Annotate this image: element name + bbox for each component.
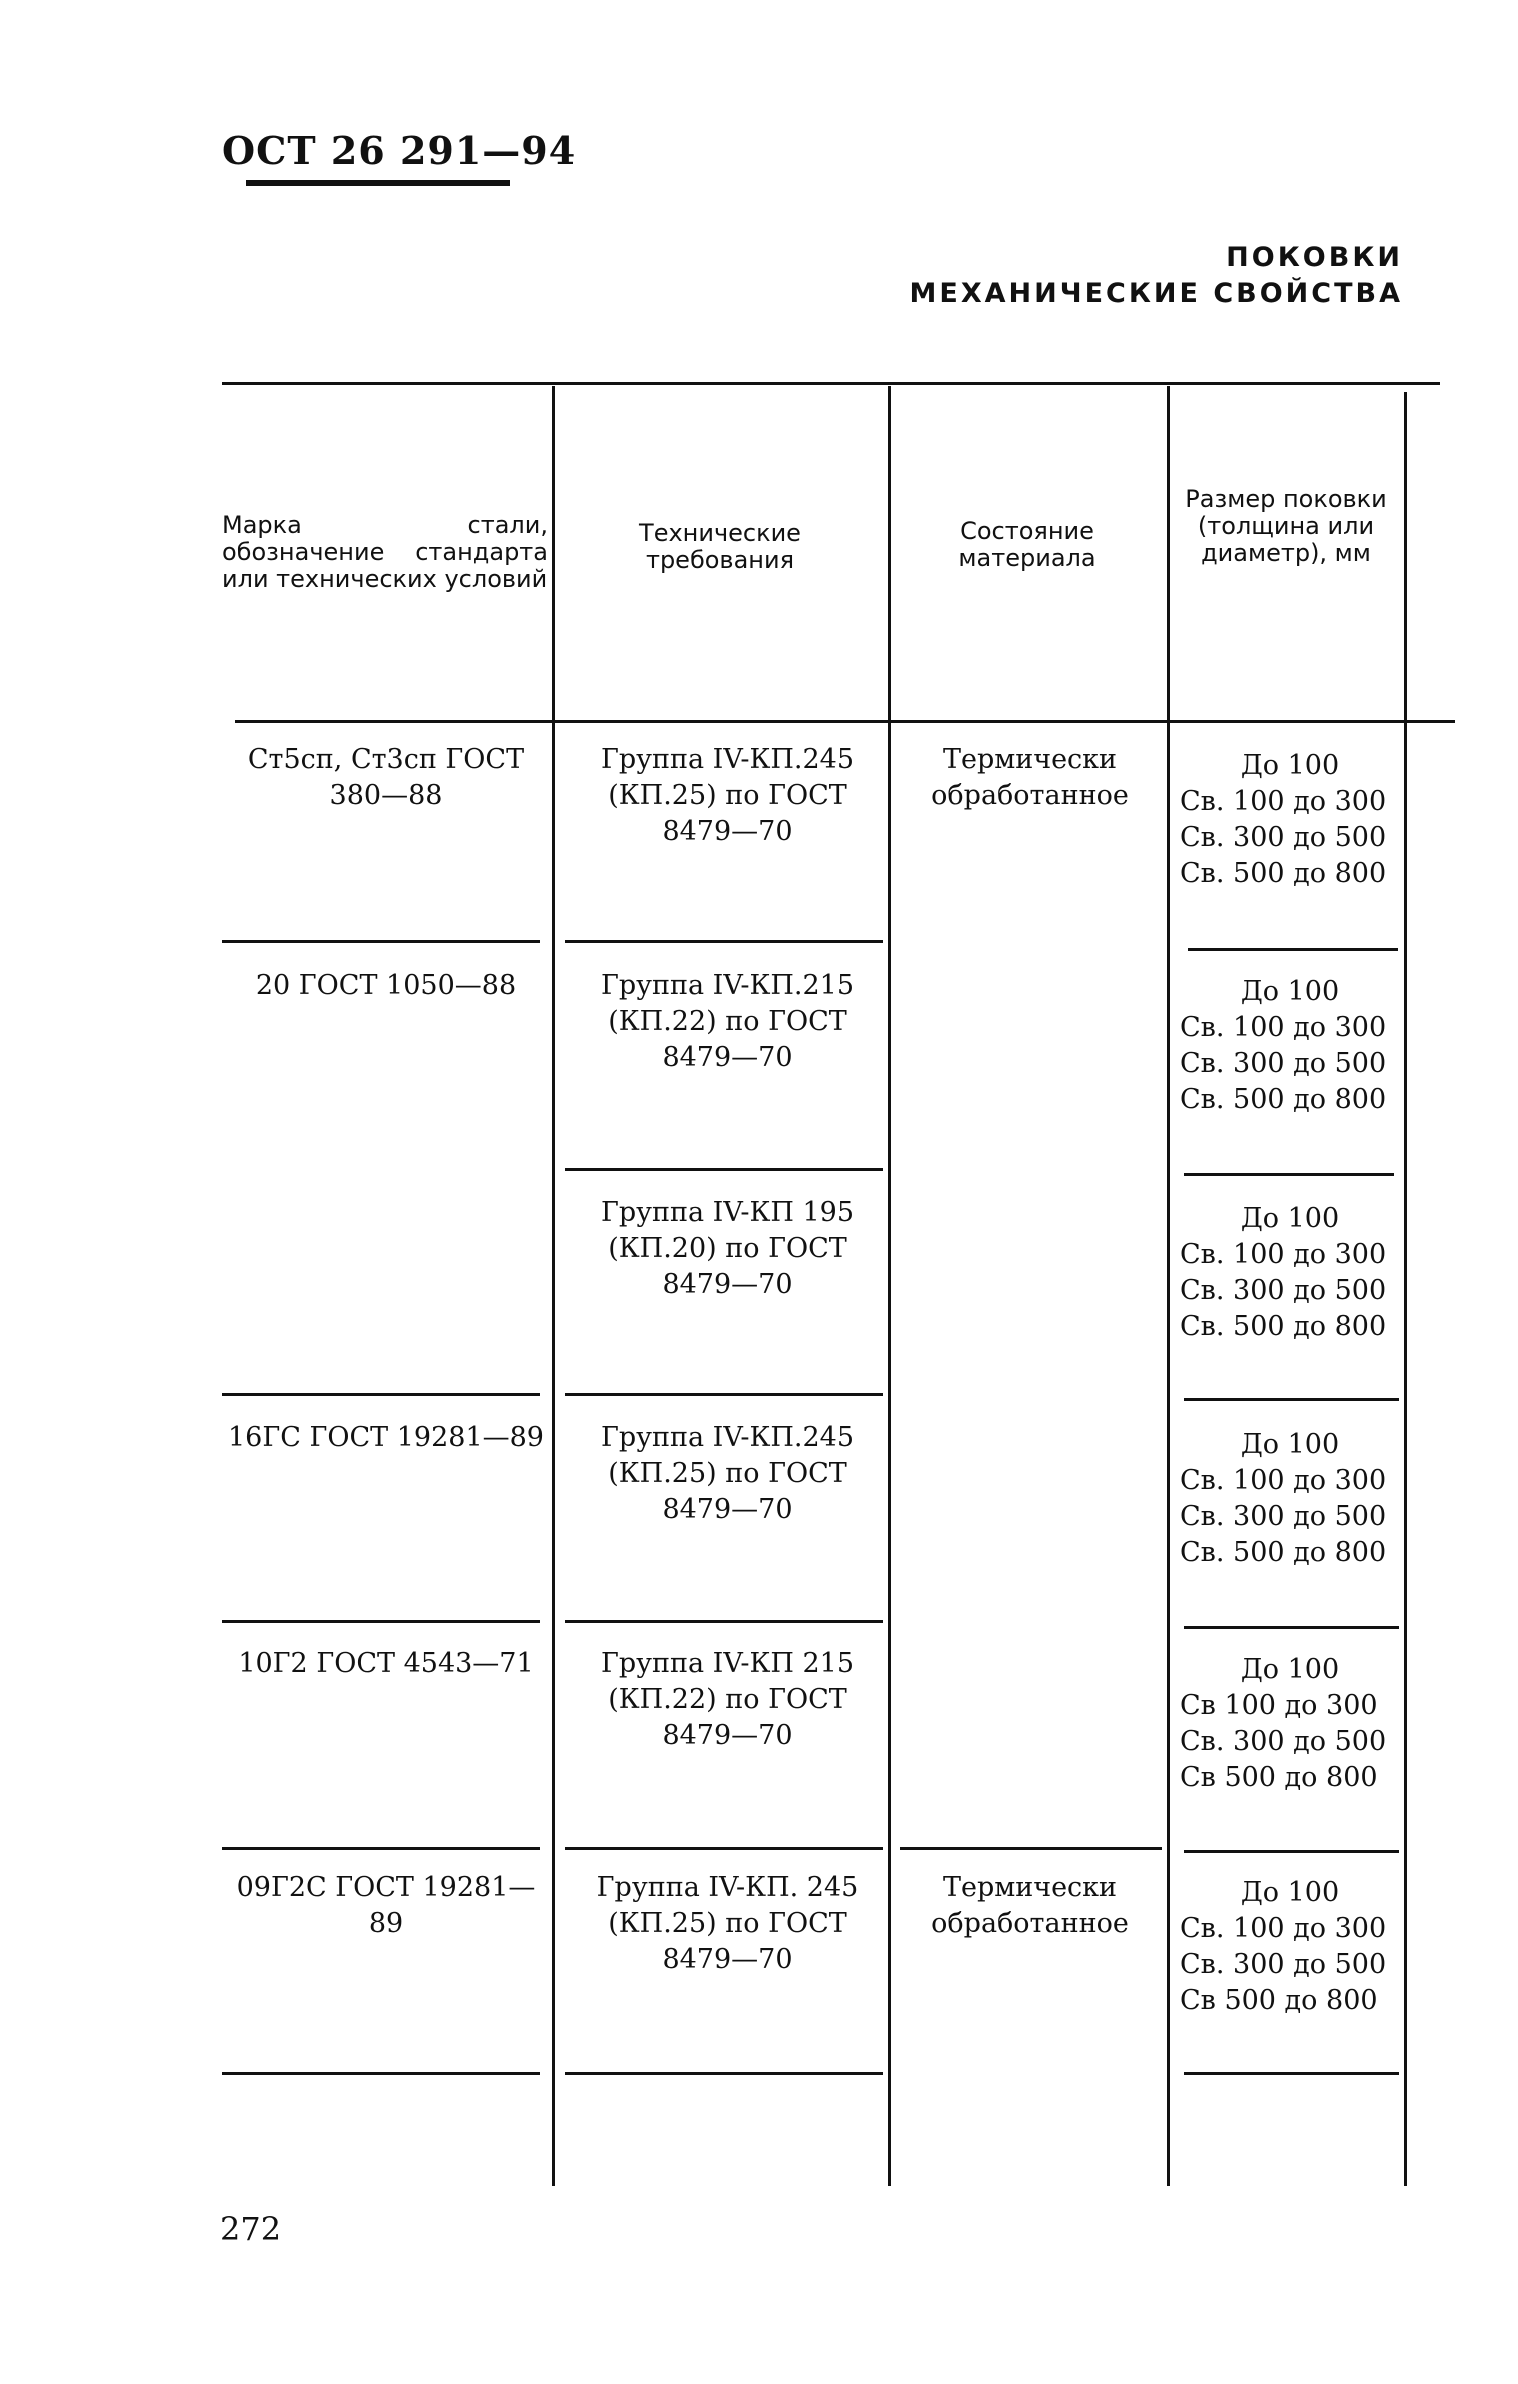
row-divider [1184, 1398, 1399, 1401]
row-divider [1184, 1173, 1394, 1176]
header-material-state: Состояние материала [958, 517, 1096, 572]
row-divider [565, 2072, 883, 2075]
row-divider [222, 940, 540, 943]
row-divider [1184, 1850, 1399, 1853]
table-row-sizes: До 100 Св. 100 до 300 Св. 300 до 500 Св 500 до 800 [1180, 1877, 1387, 2016]
row-divider [565, 940, 883, 943]
table-row-requirements: Группа IV-КП.215 (КП.22) по ГОСТ 8479—70 [600, 970, 855, 1073]
table-row-steel: 16ГС ГОСТ 19281—89 [228, 1422, 544, 1453]
table-row-steel: 10Г2 ГОСТ 4543—71 [238, 1648, 534, 1679]
row-divider [222, 1847, 540, 1850]
table-row-sizes: До 100 Св. 100 до 300 Св. 300 до 500 Св. 500 до 800 [1180, 750, 1387, 889]
header-technical-requirements: Технические требования [639, 519, 801, 574]
table-row-sizes: До 100 Св. 100 до 300 Св. 300 до 500 Св. 500 до 800 [1180, 1429, 1387, 1568]
row-divider [565, 1393, 883, 1396]
table-row-sizes: До 100 Св. 100 до 300 Св. 300 до 500 Св. 500 до 800 [1180, 1203, 1387, 1342]
row-divider [1188, 948, 1398, 951]
column-divider-1 [552, 386, 555, 2186]
column-divider-3 [1167, 386, 1170, 2186]
header-bottom-border [235, 720, 1455, 723]
table-top-border [222, 382, 1440, 385]
row-divider [565, 1168, 883, 1171]
page-title-line2: МЕХАНИЧЕСКИЕ СВОЙСТВА [909, 278, 1403, 309]
table-row-requirements: Группа IV-КП 195 (КП.20) по ГОСТ 8479—70 [600, 1197, 855, 1300]
row-divider [222, 1393, 540, 1396]
table-row-state: Термически обработанное [931, 744, 1129, 811]
row-divider [222, 2072, 540, 2075]
row-divider [1184, 1626, 1399, 1629]
table-row-sizes: До 100 Св 100 до 300 Св. 300 до 500 Св 500 до 800 [1180, 1654, 1387, 1793]
table-row-steel: 09Г2С ГОСТ 19281—89 [236, 1872, 536, 1939]
table-row-steel: Ст5сп, Ст3сп ГОСТ 380—88 [247, 744, 525, 811]
row-divider [222, 1620, 540, 1623]
table-row-sizes: До 100 Св. 100 до 300 Св. 300 до 500 Св. 500 до 800 [1180, 976, 1387, 1115]
table-right-border [1404, 392, 1407, 2186]
table-row-requirements: Группа IV-КП 215 (КП.22) по ГОСТ 8479—70 [600, 1648, 855, 1751]
document-code-underline [246, 180, 510, 186]
header-forging-size: Размер поковки (толщина или диаметр), мм [1185, 485, 1387, 567]
page-number: 272 [220, 2210, 282, 2248]
document-code: ОСТ 26 291—94 [222, 128, 577, 173]
row-divider [900, 1847, 1162, 1850]
table-row-state: Термически обработанное [931, 1872, 1129, 1939]
header-steel-grade: Марка стали, обозначение стандарта или технических условий [222, 511, 548, 593]
table-row-requirements: Группа IV-КП. 245 (КП.25) по ГОСТ 8479—70 [596, 1872, 859, 1975]
table-row-requirements: Группа IV-КП.245 (КП.25) по ГОСТ 8479—70 [600, 1422, 855, 1525]
column-divider-2 [888, 386, 891, 2186]
table-row-requirements: Группа IV-КП.245 (КП.25) по ГОСТ 8479—70 [600, 744, 855, 847]
row-divider [565, 1847, 883, 1850]
table-row-steel: 20 ГОСТ 1050—88 [255, 970, 517, 1001]
row-divider [1184, 2072, 1399, 2075]
page-title-line1: ПОКОВКИ [1226, 242, 1403, 273]
row-divider [565, 1620, 883, 1623]
